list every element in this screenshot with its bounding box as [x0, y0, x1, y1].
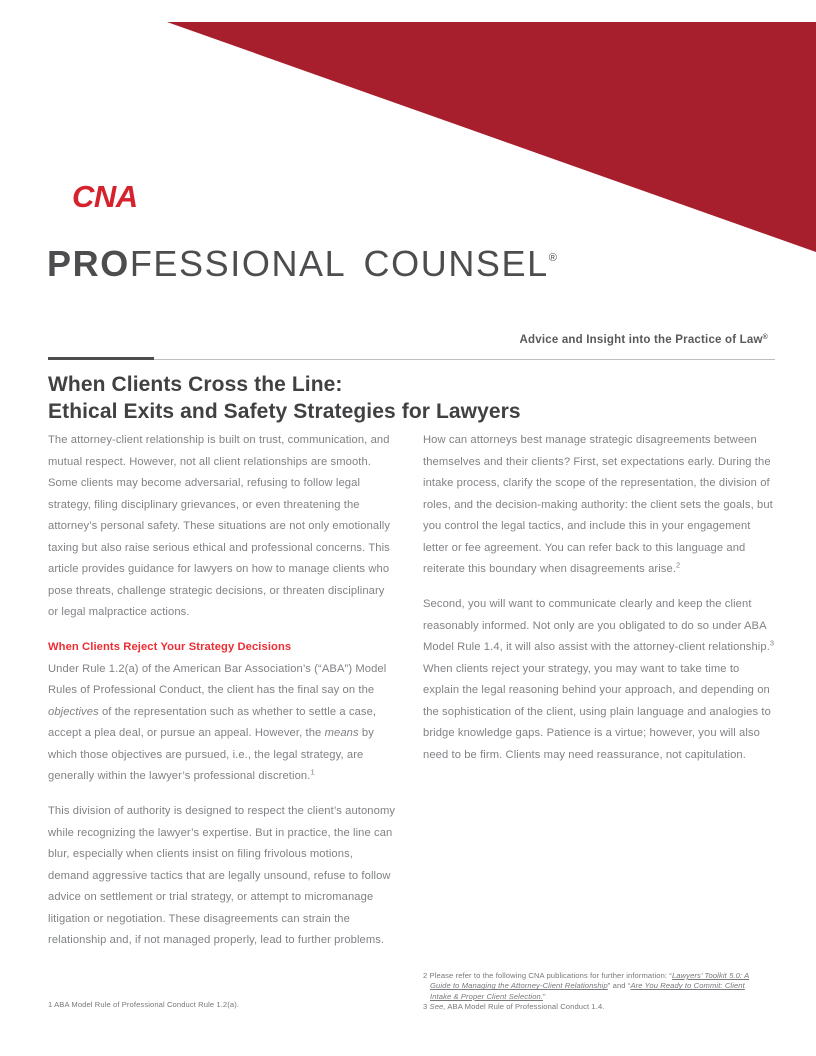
publication-title-bold: PRO: [47, 243, 130, 284]
red-triangle-banner: [0, 0, 816, 260]
paragraph-text: When clients reject your strategy, you may want to take time to explain the legal reasoning behind your approach, and depending on the sophistication of the client, using plain language and analogies to bridge knowledge gaps. Patience is a virtue; however, you will also need to be firm. Clients may need reassurance, not capitulation.: [423, 662, 771, 761]
emphasis-objectives: objectives: [48, 705, 99, 718]
publication-title-light: FESSIONAL COUNSEL: [129, 243, 549, 284]
footnote-text: ”: [543, 991, 546, 1001]
article-title: [48, 372, 521, 425]
footnote-text: ABA Model Rule of Professional Conduct Rule 1.2(a).: [52, 1000, 240, 1009]
registered-mark-icon: ®: [548, 252, 557, 264]
left-column: [48, 430, 397, 965]
right-column: [423, 430, 777, 780]
footnote-see-italic: See,: [429, 1002, 446, 1012]
footnote-2: [423, 971, 761, 1002]
paragraph-division-of-authority: This division of authority is designed to respect the client’s autonomy while recognizing the lawyer’s expertise. But in practice, the line can blur, especially when clients insist on filing frivolous motions, demand aggressive tactics that are legally unsound, refuse to follow advice on settlement or trial strategy, or attempt to micromanage litigation or negotiation. These disagreements can strain the relationship and, if not managed properly, lead to further problems.: [48, 805, 396, 946]
paragraph-set-expectations: [423, 430, 777, 581]
footnote-ref-3: 3: [769, 638, 775, 648]
emphasis-means: means: [324, 727, 359, 739]
tagline: [520, 334, 768, 346]
paragraph-text: by which those objectives are pursued, i.e., the legal strategy, are generally within the lawyer’s professional discretion.: [48, 727, 374, 782]
header-rule-accent: [48, 357, 154, 360]
paragraph-intro: The attorney-client relationship is built on trust, communication, and mutual respect. However, not all client relationships are smooth. Some clients may become adversarial, refusing to follow legal strategy, filing disciplinary grievances, or even threatening the attorney’s personal safety. These situations are not only emotionally taxing but also raise serious ethical and professional concerns. This article provides guidance for lawyers on how to manage clients who pose threats, challenge strategic decisions, or threaten disciplinary or legal malpractice actions.: [48, 434, 391, 618]
red-triangle: [167, 22, 816, 252]
article-title-line1: When Clients Cross the Line:: [48, 373, 343, 396]
footnote-text: ABA Model Rule of Professional Conduct 1.4.: [445, 1002, 605, 1012]
footnote-ref-2: 2: [676, 560, 681, 570]
publication-title: [47, 243, 557, 285]
footnote-text: ” and “: [607, 981, 631, 991]
section-heading-strategy-decisions: When Clients Reject Your Strategy Decisions: [48, 641, 292, 653]
tagline-text: Advice and Insight into the Practice of Law: [519, 334, 763, 346]
footnote-text: Please refer to the following CNA publications for further information: “: [427, 971, 672, 980]
footnotes-right: [423, 971, 761, 1013]
paragraph-communicate-clearly: [423, 594, 777, 766]
header-rule: [48, 359, 775, 360]
footnote-link-lawyers-toolkit[interactable]: Lawyers’ Toolkit 5.0: A Guide to Managing the Attorney-Client Relationship: [430, 971, 750, 991]
footnote-link-ready-to-commit[interactable]: Are You Ready to Commit: Client Intake & Proper Client Selection.: [430, 981, 745, 1001]
paragraph-text: Under Rule 1.2(a) of the American Bar Association’s (“ABA”) Model Rules of Professional Conduct, the client has the final say on the: [48, 662, 387, 696]
footnote-number: 1: [48, 1000, 53, 1009]
tagline-registered-mark-icon: ®: [762, 334, 768, 341]
footnote-number: 3: [423, 1002, 428, 1012]
paragraph-text: Second, you will want to communicate clearly and keep the client reasonably informed. Not only are you obligated to do so under ABA Model Rule 1.4, it will also assist with the attorney-client relationship.: [423, 598, 770, 653]
footnote-1: [48, 1000, 398, 1010]
cna-logo: CNA: [72, 179, 138, 214]
footnote-3: [423, 1002, 761, 1012]
footnote-number: 2: [423, 971, 428, 980]
footnote-ref-1: 1: [310, 767, 315, 777]
footnotes-left: [48, 1000, 398, 1010]
paragraph-rule-12a: [48, 659, 397, 788]
article-title-line2: Ethical Exits and Safety Strategies for Lawyers: [48, 399, 521, 423]
paragraph-text: of the representation such as whether to settle a case, accept a plea deal, or pursue an appeal. However, the: [48, 705, 377, 739]
paragraph-text: How can attorneys best manage strategic disagreements between themselves and their clients? First, set expectations early. During the intake process, clarify the scope of the representation, the division of roles, and the decision-making authority: the client sets the goals, but you control the legal tactics, and include this in your engagement letter or fee agreement. You can refer back to this language and reiterate this boundary when disagreements arise.: [423, 434, 773, 575]
